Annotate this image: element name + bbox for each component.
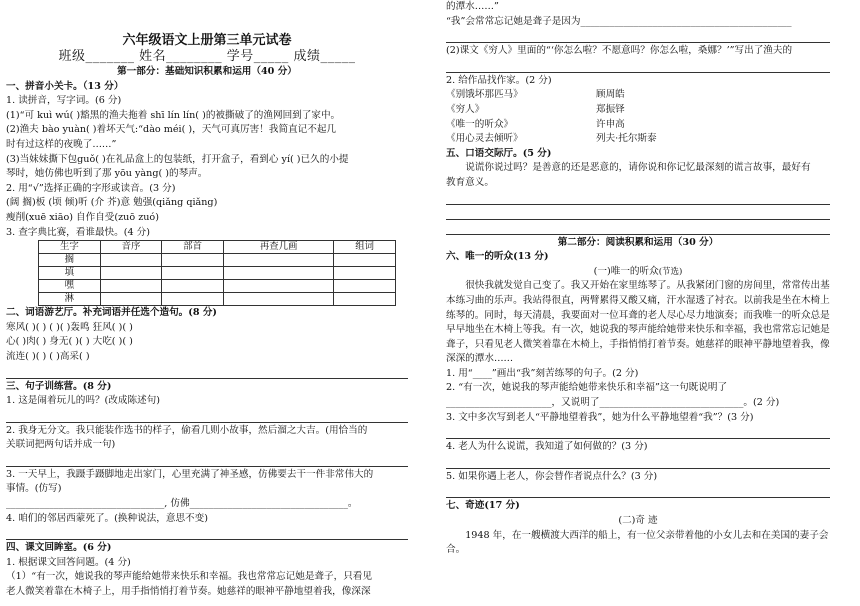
- exam-title: 六年级语文上册第三单元试卷: [122, 33, 292, 48]
- s3-q2a: 2. 我身无分文。我只能装作选书的样子，偷看几则小故事，然后溜之大吉。(用恰当的: [6, 424, 368, 436]
- s1-q2-a: (阔 搁)板 (顷 倾)听 (介 芥)意 勉强(qiǎng qiǎng): [6, 197, 218, 209]
- left-column: [0, 0, 408, 600]
- s4-q1: 1. 根据课文回答问题。(4 分): [6, 556, 131, 568]
- r-line-3: (2)课文《穷人》里面的“‘你怎么啦？不愿意吗？你怎么啦，桑娜？’”写出了渔夫的: [446, 45, 793, 57]
- work-title[interactable]: 《用心灵去倾听》: [446, 133, 523, 145]
- dict-char: 填: [39, 267, 101, 280]
- r-line-2[interactable]: “我”会常常忘记她是聋子是因为____________________________________________: [446, 15, 792, 27]
- dict-cell[interactable]: [100, 267, 162, 280]
- answer-line[interactable]: [446, 455, 830, 469]
- part1-header: 第一部分：基础知识积累和运用（40 分）: [117, 66, 297, 77]
- work-author[interactable]: 列夫·托尔斯泰: [596, 133, 657, 145]
- dict-header: 再查几画: [223, 241, 333, 254]
- work-title[interactable]: 《别饿坏那匹马》: [446, 89, 523, 101]
- dict-cell[interactable]: [334, 254, 396, 267]
- dict-cell[interactable]: [162, 267, 224, 280]
- s1-q1-2b: 时有过这样的夜晚了……”: [6, 138, 117, 150]
- dict-char: 搁: [39, 254, 101, 267]
- work-author[interactable]: 许申高: [596, 118, 625, 130]
- work-title[interactable]: 《唯一的听众》: [446, 118, 514, 130]
- s1-q3: 3. 查字典比赛，看谁最快。(4 分): [6, 226, 150, 238]
- dict-cell[interactable]: [100, 293, 162, 306]
- s1-q1-3b: 琴时，她仿佛也听到了那 yōu yàng( )的琴声。: [6, 168, 208, 180]
- s2-row-2: 心( )肉( ) 身无( )( ) 大吃( )( ): [6, 336, 133, 348]
- dict-cell[interactable]: [100, 254, 162, 267]
- s6-q2b[interactable]: ______________________，又说明了______________________________。(2 分): [446, 397, 780, 409]
- s6-q3: 3. 文中多次写到老人“平静地望着我”，她为什么平静地望着“我”？(3 分): [446, 411, 754, 423]
- dict-row: [39, 280, 396, 293]
- dict-cell[interactable]: [223, 293, 333, 306]
- answer-line[interactable]: [6, 526, 408, 540]
- dict-cell[interactable]: [334, 280, 396, 293]
- s4-q1-b: 老人微笑着靠在木椅子上，用手指悄悄打着节奏。她慈祥的眼神平静地望着我，像深深: [6, 586, 371, 598]
- section5-title: 五、口语交际厅。(5 分): [446, 147, 552, 159]
- s1-q1-1: (1)“可 kuì wú( )豁黑的渔夫拖着 shī lín lín( )的被撕破了的渔网回到了家中。: [6, 109, 341, 121]
- answer-line[interactable]: [6, 409, 408, 423]
- section4-title: 四、课文回眸室。(6 分): [6, 542, 112, 554]
- answer-line[interactable]: [446, 484, 830, 498]
- works-matching: [446, 88, 830, 146]
- dict-cell[interactable]: [162, 280, 224, 293]
- dictionary-table: [38, 240, 396, 306]
- s3-q3b: 事情。(仿写): [6, 483, 62, 495]
- s1-q1-3a: (3)当妹妹撕下包guǒ( )在礼品盒上的包装纸，打开盒子，看到心 yí( )已久的小提: [6, 153, 349, 165]
- dict-header: 生字: [39, 241, 101, 254]
- part2-header: 第二部分：阅读积累和运用（30 分）: [557, 236, 719, 248]
- passage2-title: (二)奇 迹: [618, 515, 658, 527]
- s3-q3a: 3. 一天早上，我蹑手蹑脚地走出家门，心里充满了神圣感，仿佛要去干一件非常伟大的: [6, 468, 374, 480]
- dict-cell[interactable]: [162, 293, 224, 306]
- r-line-1: 的潭水……”: [446, 1, 499, 12]
- answer-line[interactable]: [446, 425, 830, 439]
- dict-cell[interactable]: [223, 280, 333, 293]
- dict-char: 淋: [39, 293, 101, 306]
- s2-row-3: 流连( )( ) ( )高采( ): [6, 350, 90, 362]
- work-author[interactable]: 郑振铎: [596, 103, 625, 115]
- s3-q3c[interactable]: _________________________________, 仿佛_________________________________。: [6, 498, 358, 510]
- student-info-line: 班级_______ 姓名________ 学号_____ 成绩_____: [58, 49, 356, 64]
- r-line-4: 2. 给作品找作家。(2 分): [446, 74, 552, 86]
- work-author[interactable]: 顾周皓: [596, 89, 625, 101]
- s3-q1: 1. 这是闹着玩儿的吗？(改成陈述句): [6, 395, 161, 407]
- s3-q4: 4. 咱们的邻居西蒙死了。(换种说法，意思不变): [6, 512, 208, 524]
- dict-cell[interactable]: [223, 254, 333, 267]
- answer-line[interactable]: [446, 206, 830, 220]
- s5-prompt-b: 教育意义。: [446, 176, 494, 188]
- dict-header: 音序: [100, 241, 162, 254]
- section6-title: 六、唯一的听众(13 分): [446, 251, 549, 263]
- passage1-note: (节选): [658, 266, 683, 277]
- s4-q1-a: （1）“有一次，她说我的琴声能给她带来快乐和幸福。我也常常忘记她是聋子，只看见: [6, 571, 372, 583]
- s1-q1-2a: (2)渔夫 bào yuàn( )着坏天气:“dào méi( )，天气可真厉害！我简直记不起几: [6, 124, 337, 136]
- work-title[interactable]: 《穷人》: [446, 103, 485, 115]
- s6-q1: 1. 用“____”画出“我”刻苦练琴的句子。(2 分): [446, 367, 639, 379]
- s3-q2b: 关联词把两句话并成一句): [6, 439, 116, 451]
- answer-line[interactable]: [6, 365, 408, 379]
- s5-prompt-a: 说谎你说过吗？是善意的还是恶意的，请你说和你记忆最深刻的谎言故事，最好有: [465, 162, 811, 174]
- s6-q2a: 2. “有一次，她说我的琴声能给她带来快乐和幸福”这一句既说明了: [446, 382, 728, 394]
- passage2-text: 1948 年，在一艘横渡大西洋的船上，有一位父亲带着他的小女儿去和在美国的妻子会合。: [446, 529, 829, 556]
- s1-q2-b: 瘦削(xuē xiāo) 自作自受(zuō zuó): [6, 211, 159, 223]
- passage1-text: 很快我就发觉自己变了。我又开始在家里练琴了。从我紧闭门窗的房间里，常常传出基本练习曲的乐声。我站得很直，两臂累得又酸又痛，汗水湿透了衬衣。以前我是坐在木椅上练琴的。同时，每天清晨，我要面对一位耳聋的老人尽心尽力地演奏；而我唯一的听众总是早早地坐在木椅上等我。有一次，她说我的琴声能给她带来快乐和幸福，我也常常忘记她是聋子，只看见老人微笑着靠在木椅上，手指悄悄打着节奏。她慈祥的眼神平静地望着我，像深深的潭水……: [446, 280, 830, 365]
- section1-title: 一、拼音小关卡。（13 分）: [6, 80, 124, 92]
- s2-row-1: 寒风( )( ) ( )( )轰鸣 狂风( )( ): [6, 321, 133, 333]
- dict-cell[interactable]: [100, 280, 162, 293]
- section2-title: 二、词语游艺厅。补充词语并任选个造句。(8 分): [6, 307, 217, 319]
- passage1-title: (一)唯一的听众: [593, 265, 659, 277]
- dict-cell[interactable]: [162, 254, 224, 267]
- dict-cell[interactable]: [334, 267, 396, 280]
- dict-row: [39, 267, 396, 280]
- answer-line[interactable]: [446, 59, 830, 73]
- section3-title: 三、句子训练营。(8 分): [6, 380, 112, 392]
- s1-q1: 1. 读拼音，写字词。(6 分): [6, 95, 122, 107]
- s6-q5: 5. 如果你遇上老人，你会替作者说点什么？(3 分): [446, 470, 658, 482]
- dict-cell[interactable]: [334, 293, 396, 306]
- dict-row: [39, 254, 396, 267]
- answer-line[interactable]: [446, 221, 830, 235]
- dict-cell[interactable]: [223, 267, 333, 280]
- dict-header-row: [39, 241, 396, 254]
- dict-row: [39, 293, 396, 306]
- dict-header: 部首: [162, 241, 224, 254]
- answer-line[interactable]: [6, 453, 408, 467]
- dict-char: 嘿: [39, 280, 101, 293]
- right-column: [446, 0, 830, 558]
- answer-line[interactable]: [446, 191, 830, 205]
- section7-title: 七、奇迹(17 分): [446, 500, 520, 512]
- answer-line[interactable]: [446, 29, 830, 43]
- s1-q2: 2. 用“√”选择正确的字形或读音。(3 分): [6, 182, 176, 194]
- dict-header: 组词: [334, 241, 396, 254]
- s6-q4: 4. 老人为什么说谎，我知道了如何做的？(3 分): [446, 441, 648, 453]
- passage1-heading: [446, 265, 830, 280]
